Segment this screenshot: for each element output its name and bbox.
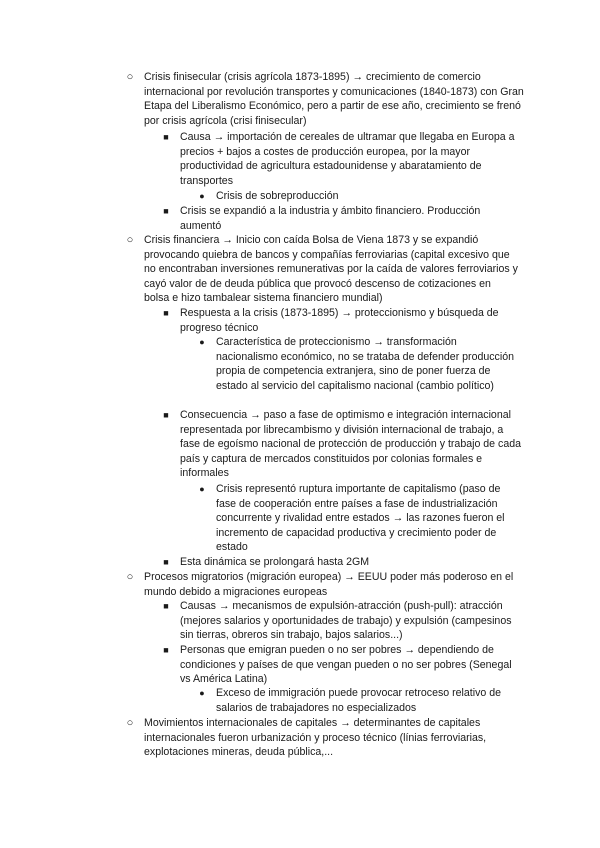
list-item-text: Crisis de sobreproducción <box>216 190 339 202</box>
list-item-text: Crisis financiera → Inicio con caída Bolsa de Viena 1873 y se expandió provocando quiebra de bancos y compañías ferroviarias (capital excesivo que no encontraban inversiones remunerativas por la caída de valores ferroviarios y cayó valor de de deuda pública que provocó descenso de cotizaciones en bolsa e hizo tambalear sistema financiero mundial) <box>144 234 518 305</box>
list-item-level3 <box>216 482 521 555</box>
list-item-text: Procesos migratorios (migración europea) → EEUU poder más poderoso en el mundo debido a migraciones europeas <box>144 571 514 598</box>
list-item-level1 <box>144 233 519 306</box>
bullet-circle-icon: ○ <box>126 234 134 246</box>
bullet-dot-icon: ● <box>199 688 205 698</box>
list-item-text: Respuesta a la crisis (1873-1895) → proteccionismo y búsqueda de progreso técnico <box>180 307 499 334</box>
list-item-level2 <box>180 204 520 233</box>
list-item-level2 <box>180 599 520 643</box>
list-item-level1 <box>144 570 524 599</box>
list-item-text: Crisis se expandió a la industria y ámbito financiero. Producción aumentó <box>180 205 481 232</box>
list-item-level3 <box>216 335 516 393</box>
bullet-square-icon: ■ <box>163 132 169 142</box>
bullet-circle-icon: ○ <box>126 717 134 729</box>
list-item-level2 <box>180 130 520 188</box>
bullet-circle-icon: ○ <box>126 571 134 583</box>
bullet-square-icon: ■ <box>163 206 169 216</box>
list-item-level2 <box>180 408 525 481</box>
list-item-level2 <box>180 643 520 687</box>
list-item-text: Causa → importación de cereales de ultramar que llegaba en Europa a precios + bajos a costes de producción europea, por la mayor productividad de agricultura estadounidense y abaratamiento de transportes <box>180 131 515 187</box>
list-item-text: Crisis finisecular (crisis agrícola 1873-1895) → crecimiento de comercio internacional por revolución transportes y comunicaciones (1840-1873) con Gran Etapa del Liberalismo Económico, pero a partir de ese año, crecimiento se frenó por crisis agrícola (crisi finisecular) <box>144 71 524 127</box>
list-item-text: Exceso de immigración puede provocar retroceso relativo de salarios de trabajadores no especializados <box>216 687 501 714</box>
bullet-dot-icon: ● <box>199 484 205 494</box>
bullet-square-icon: ■ <box>163 645 169 655</box>
bullet-dot-icon: ● <box>199 191 205 201</box>
bullet-circle-icon: ○ <box>126 71 134 83</box>
list-item-text: Característica de proteccionismo → transformación nacionalismo económico, no se trataba de defender producción propia de competencia extranjera, sino de poner fuerza de estado al servicio del capitalismo nacional (cambio político) <box>216 336 514 392</box>
list-item-level1 <box>144 716 524 760</box>
list-item-level2 <box>180 555 520 570</box>
bullet-dot-icon: ● <box>199 337 205 347</box>
bullet-square-icon: ■ <box>163 601 169 611</box>
list-item-text: Esta dinámica se prolongará hasta 2GM <box>180 556 370 568</box>
list-item-level3 <box>216 686 521 715</box>
list-item-level1 <box>144 70 524 128</box>
list-item-text: Movimientos internacionales de capitales → determinantes de capitales internacionales fueron urbanización y proceso técnico (línias ferroviarias, explotaciones mineras, deuda pública,... <box>144 717 487 759</box>
list-item-level2 <box>180 306 520 335</box>
list-item-text: Personas que emigran pueden o no ser pobres → dependiendo de condiciones y países de que vengan pueden o no ser pobres (Senegal vs América Latina) <box>180 644 512 686</box>
bullet-square-icon: ■ <box>163 308 169 318</box>
list-item-text: Crisis representó ruptura importante de capitalismo (paso de fase de cooperación entre países a fase de industrialización concurrente y rivalidad entre estados → las razones fueron el incremento de capacidad productiva y crecimiento poder de estado <box>216 483 505 554</box>
list-item-level3 <box>216 189 516 204</box>
list-item-text: Consecuencia → paso a fase de optimismo e integración internacional representada por librecambismo y división internacional de trabajo, a fase de egoísmo nacional de protección de producción y trabajo de cada país y captura de mercados constituidos por colonias formales e informales <box>180 409 521 480</box>
list-item-text: Causas → mecanismos de expulsión-atracción (push-pull): atracción (mejores salarios y oportunidades de trabajo) y expulsión (campesinos sin tierras, obreros sin trabajo, bajos salarios...) <box>180 600 512 642</box>
bullet-square-icon: ■ <box>163 410 169 420</box>
bullet-square-icon: ■ <box>163 557 169 567</box>
